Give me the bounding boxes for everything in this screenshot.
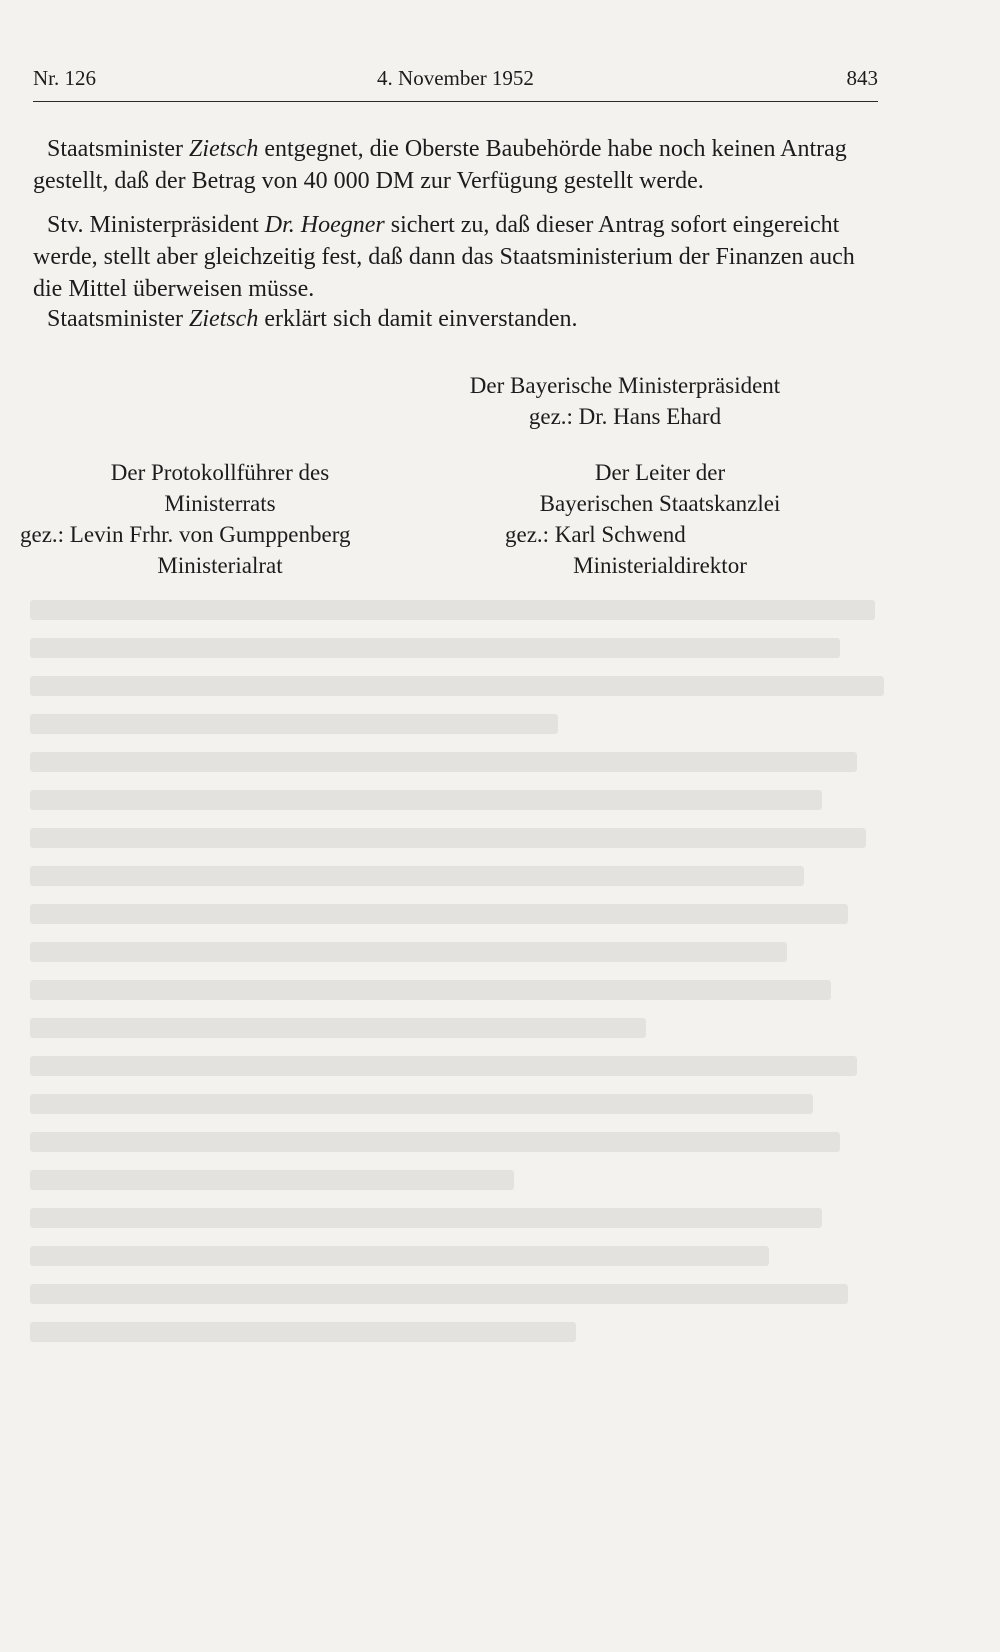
signature-name: gez.: Levin Frhr. von Gumppenberg: [20, 522, 351, 547]
page-header: [33, 66, 878, 96]
paragraph-hoegner-statement: [33, 209, 878, 305]
signature-title: Der Protokollführer des: [110, 460, 330, 485]
signature-title: Ministerrats: [164, 491, 276, 516]
signature-president: [465, 370, 785, 432]
speaker-name: Dr. Hoegner: [264, 212, 385, 238]
paragraph-text: Staatsminister: [47, 136, 189, 162]
header-rule: [33, 101, 878, 102]
paragraph-text: Stv. Ministerpräsident: [47, 212, 265, 238]
paragraph-text: entgegnet, die Oberste Baubehörde habe noch keinen Antrag gestellt, daß der Betrag von 40 000 DM zur Verfügung gestellt werde.: [33, 136, 847, 194]
speaker-name: Zietsch: [188, 136, 259, 162]
reverse-side-bleed-through: [30, 600, 910, 1480]
signature-title: Der Bayerische Ministerpräsident: [469, 373, 781, 398]
speaker-name: Zietsch: [188, 306, 259, 332]
paragraph-zietsch-agreement: [33, 303, 878, 335]
signature-name: gez.: Dr. Hans Ehard: [528, 404, 722, 429]
page-number: 843: [846, 66, 878, 90]
signature-chancellery-head: [505, 457, 815, 581]
paragraph-text: erklärt sich damit einverstanden.: [258, 306, 578, 332]
header-date: 4. November 1952: [377, 66, 534, 90]
signature-title: Bayerischen Staatskanzlei: [539, 491, 781, 516]
signature-role: Ministerialdirektor: [573, 553, 747, 578]
signature-role: Ministerialrat: [157, 553, 283, 578]
paragraph-text: sichert zu, daß dieser Antrag sofort eingereicht werde, stellt aber gleichzeitig fest, daß dann das Staatsministerium der Finanzen auch die Mittel überweisen müsse.: [33, 212, 855, 302]
document-number: Nr. 126: [33, 66, 96, 90]
signature-name: gez.: Karl Schwend: [505, 522, 686, 547]
paragraph-zietsch-response: [33, 133, 878, 197]
signature-title: Der Leiter der: [594, 460, 726, 485]
signature-protocol-keeper: [20, 457, 420, 581]
paragraph-text: Staatsminister: [47, 306, 189, 332]
